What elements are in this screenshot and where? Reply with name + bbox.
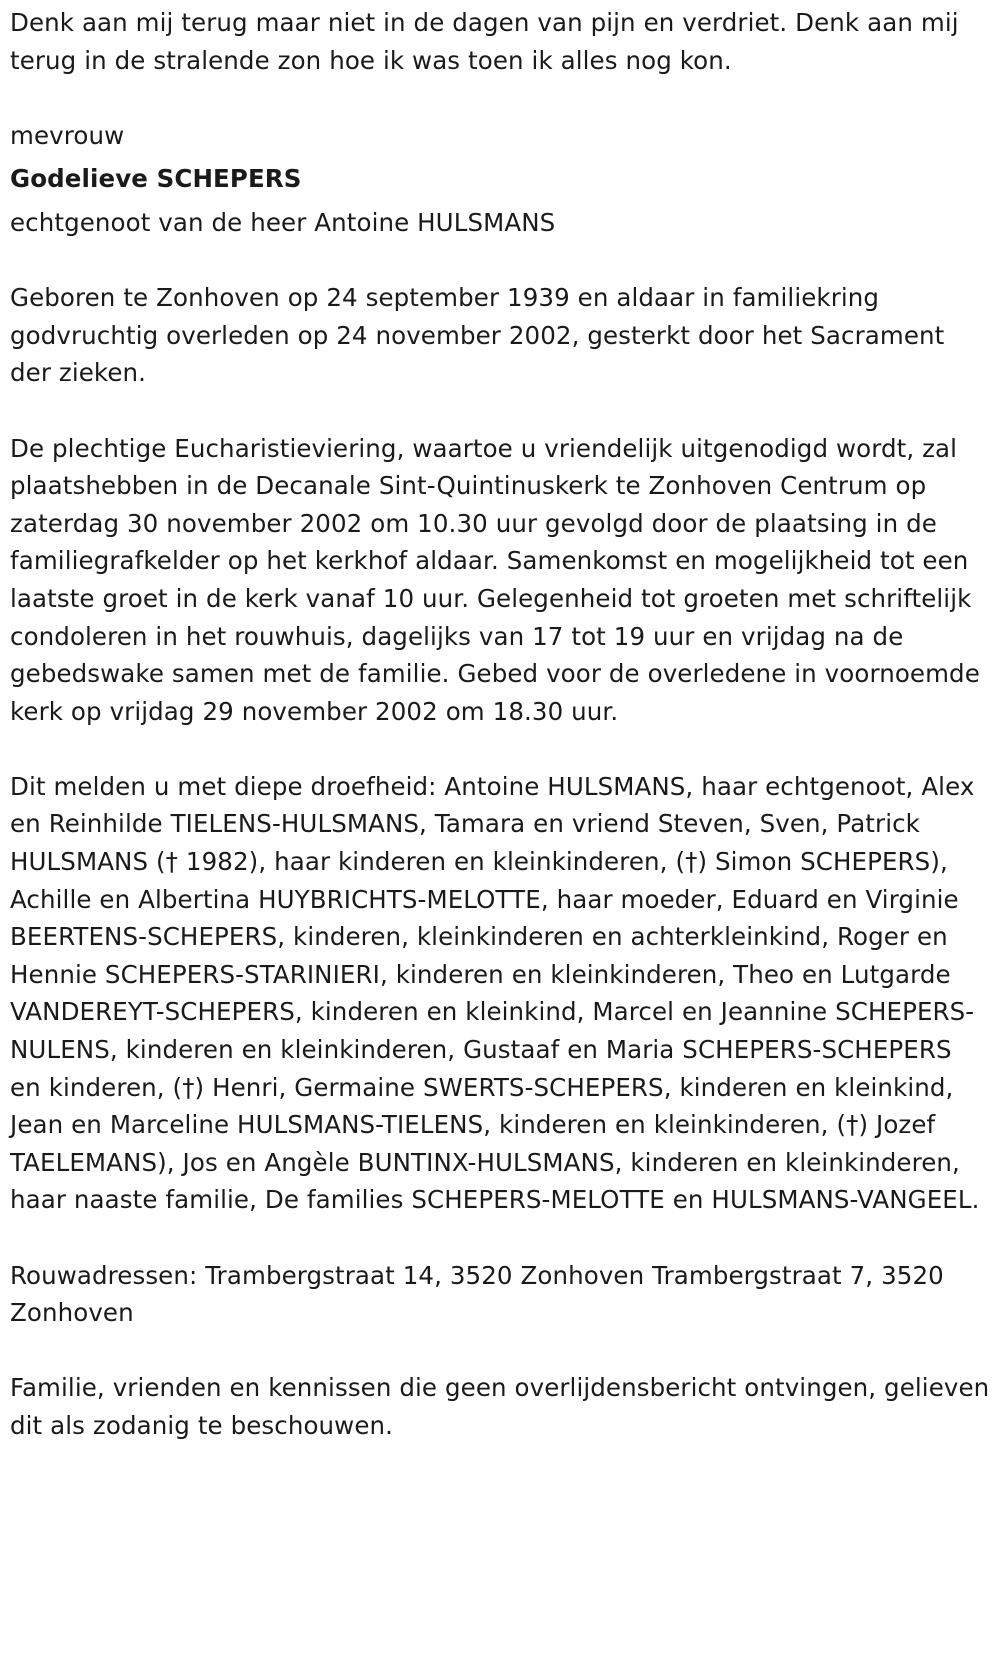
ceremony-paragraph: De plechtige Eucharistieviering, waartoe u vriendelijk uitgenodigd wordt, zal plaatshebben in de Decanale Sint-Quintinuskerk te Zonhoven Centrum op zaterdag 30 november 2002 om 10.30 uur gevolgd door de plaatsing in de familiegrafkelder op het kerkhof aldaar. Samenkomst en mogelijkheid tot een laatste groet in de kerk vanaf 10 uur. Gelegenheid tot groeten met schriftelijk condoleren in het rouwhuis, dagelijks van 17 tot 19 uur en vrijdag na de gebedswake samen met de familie. Gebed voor de overledene in voornoemde kerk op vrijdag 29 november 2002 om 18.30 uur. [10,433,980,726]
spacer [10,79,990,117]
closing-paragraph: Familie, vrienden en kennissen die geen overlijdensbericht ontvingen, gelieven dit als zodanig te beschouwen. [10,1373,990,1440]
addresses-paragraph: Rouwadressen: Trambergstraat 14, 3520 Zonhoven Trambergstraat 7, 3520 Zonhoven [10,1260,944,1328]
poem-paragraph: Denk aan mij terug maar niet in de dagen van pijn en verdriet. Denk aan mij terug in de stralende zon hoe ik was toen ik alles nog kon. [10,8,959,75]
spacer [10,392,990,430]
spacer [10,242,990,280]
birth-death-paragraph: Geboren te Zonhoven op 24 september 1939 en aldaar in familiekring godvruchtig overleden op 24 november 2002, gesterkt door het Sacrament der zieken. [10,283,945,388]
family-paragraph: Dit melden u met diepe droefheid: Antoine HULSMANS, haar echtgenoot, Alex en Reinhilde TIELENS-HULSMANS, Tamara en vriend Steven, Sven, Patrick HULSMANS († 1982), haar kinderen en kleinkinderen, (†) Simon SCHEPERS), Achille en Albertina HUYBRICHTS-MELOTTE, haar moeder, Eduard en Virginie BEERTENS-SCHEPERS, kinderen, kleinkinderen en achterkleinkind, Roger en Hennie SCHEPERS-STARINIERI, kinderen en kleinkinderen, Theo en Lutgarde VANDEREYT-SCHEPERS, kinderen en kleinkind, Marcel en Jeannine SCHEPERS-NULENS, kinderen en kleinkinderen, Gustaaf en Maria SCHEPERS-SCHEPERS en kinderen, (†) Henri, Germaine SWERTS-SCHEPERS, kinderen en kleinkind, Jean en Marceline HULSMANS-TIELENS, kinderen en kleinkinderen, (†) Jozef TAELEMANS), Jos en Angèle BUNTINX-HULSMANS, kinderen en kleinkinderen, haar naaste familie, De families SCHEPERS-MELOTTE en HULSMANS-VANGEEL. [10,771,980,1215]
salutation: mevrouw [10,120,125,150]
deceased-name: Godelieve SCHEPERS [10,164,302,194]
spacer [10,1219,990,1257]
spacer [10,730,990,768]
spacer [10,1332,990,1370]
spouse-line: echtgenoot van de heer Antoine HULSMANS [10,207,556,237]
